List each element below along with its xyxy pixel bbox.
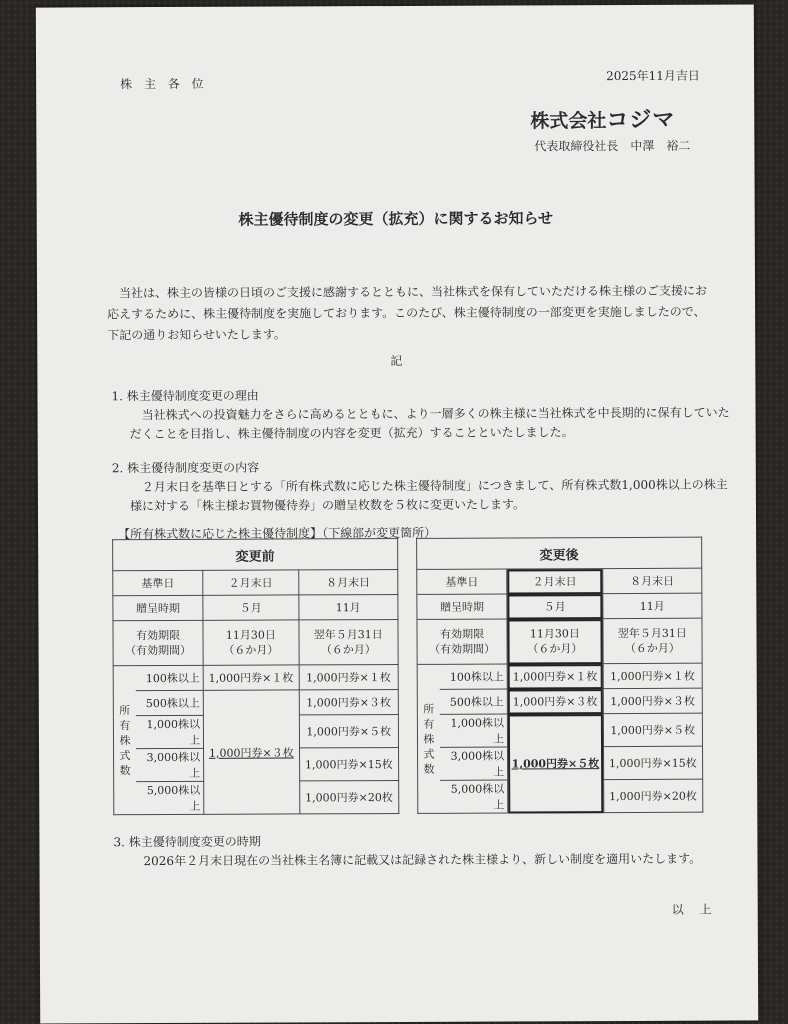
valid-feb-text: 11月30日 （６か月） — [527, 627, 583, 656]
letter-paper — [36, 4, 758, 1023]
company-name — [530, 103, 675, 135]
tier-5000: 5,000株以上 — [136, 781, 204, 814]
company-prefix: 株式会社 — [530, 110, 607, 133]
col-aug: ８月末日 — [298, 569, 398, 594]
tier-100: 100株以上 — [440, 664, 508, 689]
aug-5000: 1,000円券×20枚 — [299, 780, 399, 813]
row-send: 贈呈時期 — [417, 594, 507, 619]
table-after — [416, 537, 703, 814]
tier-500: 500株以上 — [136, 690, 204, 715]
tier-3000: 3,000株以上 — [136, 748, 204, 781]
send-aug: 11月 — [298, 594, 398, 619]
send-feb: ５月 — [507, 594, 603, 619]
closing: 以 上 — [671, 902, 718, 917]
col-aug: ８月末日 — [602, 568, 702, 593]
valid-aug-text: 翌年５月31日 （６か月） — [617, 626, 687, 656]
valid-feb — [507, 619, 603, 664]
aug-1000: 1,000円券×５枚 — [603, 713, 703, 746]
letter-date: 2025年11月吉日 — [606, 68, 700, 84]
shares-label — [417, 664, 440, 813]
section-1-heading: 1. 株主優待制度変更の理由 — [111, 388, 259, 404]
feb-1000plus — [507, 714, 603, 813]
tier-1000: 1,000株以上 — [136, 715, 204, 748]
section-3-text: 2026年２月末日現在の当社株主名簿に記載又は記録された株主様より、新しい制度を適用いたします。 — [143, 851, 702, 869]
shares-label-text: 所 有 株 式 数 — [423, 702, 435, 776]
section-3-heading: 3. 株主優待制度変更の時期 — [113, 834, 261, 850]
aug-1000: 1,000円券×５枚 — [299, 714, 399, 747]
shares-label — [113, 666, 136, 815]
row-valid — [113, 620, 203, 665]
table-before-header: 変更前 — [113, 538, 398, 570]
section-2-heading: 2. 株主優待制度変更の内容 — [111, 460, 260, 476]
table-before — [112, 538, 399, 815]
intro-text: 当社は、株主の皆様の日頃のご支援に感謝するとともに、当社株式を保有していただける株主様のご支援にお応えするために、株主優待制度を実施しております。このたび、株主優待制度の一部変更を実施しましたので、下記の通りお知らせいたします。 — [107, 283, 708, 343]
aug-500: 1,000円券×３枚 — [603, 688, 703, 713]
aug-3000: 1,000円券×15枚 — [603, 746, 703, 779]
feb-1000plus-text: 1,000円券×５枚 — [511, 757, 600, 771]
aug-5000: 1,000円券×20枚 — [603, 779, 703, 812]
tier-3000: 3,000株以上 — [440, 747, 508, 780]
row-valid-text: 有効期限 （有効期間） — [429, 627, 496, 656]
row-send: 贈呈時期 — [113, 595, 203, 620]
aug-100: 1,000円券×１枚 — [299, 664, 399, 689]
feb-500plus-text: 1,000円券×３枚 — [208, 745, 294, 760]
section-3 — [113, 830, 753, 871]
ki-marker: 記 — [390, 353, 403, 369]
col-label: 基準日 — [417, 569, 507, 594]
aug-500: 1,000円券×３枚 — [299, 689, 399, 714]
valid-aug — [603, 618, 703, 663]
addressee: 株 主 各 位 — [120, 76, 208, 92]
table-after-header: 変更後 — [417, 537, 702, 569]
valid-feb — [203, 620, 299, 665]
aug-100: 1,000円券×１枚 — [603, 663, 703, 688]
feb-100: 1,000円券×１枚 — [203, 665, 299, 690]
row-valid-text: 有効期限 （有効期間） — [125, 628, 192, 658]
tier-100: 100株以上 — [136, 665, 204, 690]
section-1 — [111, 385, 731, 445]
tier-500: 500株以上 — [440, 689, 508, 714]
feb-500plus — [203, 690, 299, 814]
section-1-text: 当社株式への投資魅力をさらに高めるとともに、より一層多くの株主様に当社株式を中長期的に保有していただくことを目指し、株主優待制度の内容を変更（拡充）することといたしました。 — [129, 405, 730, 442]
valid-aug-text: 翌年５月31日 （６か月） — [313, 628, 383, 657]
valid-aug — [299, 619, 399, 664]
col-feb: ２月末日 — [203, 570, 299, 595]
table-caption: 【所有株式数に応じた株主優待制度】（下線部が変更箇所） — [118, 525, 437, 542]
col-label: 基準日 — [113, 570, 203, 595]
feb-500: 1,000円券×３枚 — [507, 689, 603, 714]
shares-label-text: 所 有 株 式 数 — [119, 703, 131, 777]
document-title: 株主優待制度の変更（拡充）に関するお知らせ — [238, 209, 554, 229]
section-2 — [112, 457, 732, 517]
valid-feb-text: 11月30日 （６か月） — [223, 628, 279, 657]
tier-1000: 1,000株以上 — [440, 714, 508, 747]
section-2-text: ２月末日を基準日とする「所有株式数に応じた株主優待制度」につきまして、所有株式数1,000株以上の株主様に対する「株主様お買物優待券」の贈呈枚数を５枚に変更いたします。 — [129, 477, 728, 514]
aug-3000: 1,000円券×15枚 — [299, 747, 399, 780]
col-feb: ２月末日 — [507, 569, 603, 594]
tier-5000: 5,000株以上 — [440, 780, 508, 813]
feb-100: 1,000円券×１枚 — [507, 664, 603, 689]
company-brand: コジマ — [606, 107, 676, 134]
signer: 代表取締役社長 中澤 裕二 — [534, 138, 691, 154]
send-feb: ５月 — [203, 595, 299, 620]
row-valid — [417, 619, 507, 664]
send-aug: 11月 — [602, 593, 702, 618]
intro-paragraph — [107, 281, 707, 347]
